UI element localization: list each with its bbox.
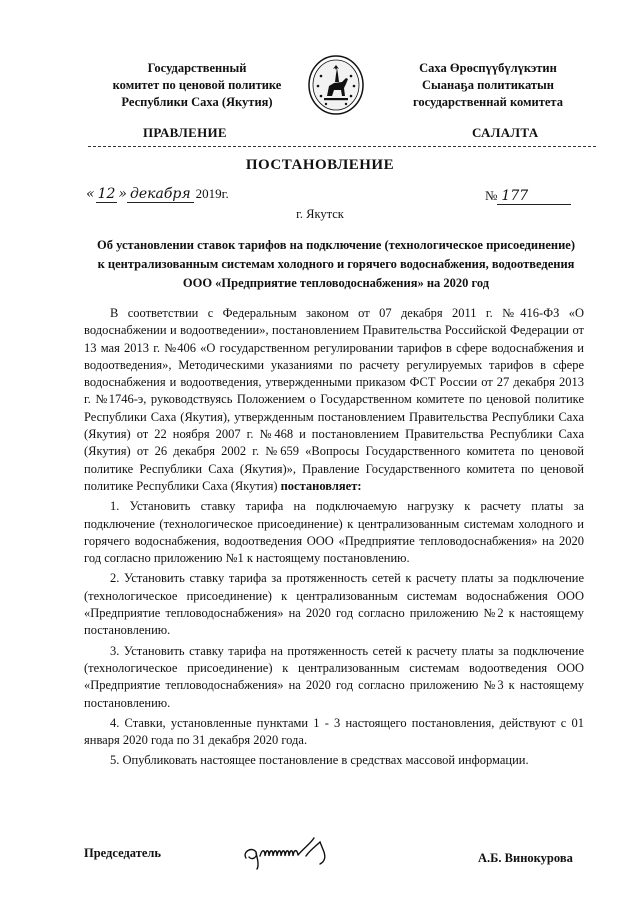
issuer-line: Республики Саха (Якутия)	[121, 95, 273, 109]
document-body	[84, 305, 584, 770]
city: г. Якутск	[296, 207, 344, 221]
board-label-russian: ПРАВЛЕНИЕ	[143, 125, 227, 140]
resolves-word: постановляет:	[280, 478, 362, 493]
resolution-item-1: 1. Установить ставку тарифа на подключаемую нагрузку к расчету платы за подключение (технологическое присоединение) к централизованным системам холодного и горячего водоснабжения, водоотведения ООО «Предприятие тепловодоснабжения» на 2020 год согласно приложению №1 к настоящему постановлению.	[84, 499, 584, 566]
document-date	[86, 186, 229, 203]
issuer-name-russian	[92, 60, 302, 111]
document-subject	[88, 236, 584, 293]
resolution-item-4: 4. Ставки, установленные пунктами 1 - 3 настоящего постановления, действуют с 01 января 2020 года по 31 декабря 2020 года.	[84, 715, 584, 748]
preamble-text: В соответствии с Федеральным законом от 07 декабря 2011 г. №416-ФЗ «О водоснабжении и водоотведении», постановлением Правительства Российской Федерации от 13 мая 2013 г. №406 «О государственном регулировании тарифов в сфере водоснабжения и водоотведения», Методическими указаниями по расчету регулируемых тарифов в сфере водоснабжения и водоотведения, утвержденными приказом ФСТ России от 27 декабря 2013 г. №1746-э, руководствуясь Положением о Государственном комитете по ценовой политике Республики Саха (Якутия), утвержденным постановлением Правительства Республики Саха (Якутия) от 22 ноября 2007 г. №468 и постановлением Правительства Республики Саха (Якутия) от 26 декабря 2002 г. №659 «Вопросы Государственного комитета по ценовой политике Республики Саха (Якутия)», Правление Государственного комитета по ценовой политике Республики Саха (Якутия)	[84, 306, 584, 493]
issuer-line: Государственный	[147, 61, 247, 75]
preamble-paragraph	[84, 305, 584, 495]
resolution-item-3: 3. Установить ставку тарифа на протяженность сетей к расчету платы за подключение (технологическое присоединение) к централизованным системам водоотведения ООО «Предприятие тепловодоснабжения» на 2020 год согласно приложению №3 к настоящему постановлению.	[84, 643, 584, 710]
coat-of-arms-emblem	[306, 52, 366, 116]
signatory-role: Председатель	[84, 846, 162, 860]
document-title: ПОСТАНОВЛЕНИЕ	[245, 157, 395, 173]
date-close-quote: »	[118, 186, 127, 202]
board-label-sakha: САЛАЛТА	[472, 125, 539, 140]
date-open-quote: «	[86, 186, 95, 202]
date-year: 2019г.	[195, 186, 229, 201]
handwritten-signature	[240, 834, 360, 870]
resolution-item-2: 2. Установить ставку тарифа за протяженность сетей к расчету платы за подключение (технологическое присоединение) к централизованным системам водоснабжения ООО «Предприятие тепловодоснабжения» на 2020 год согласно приложению №2 к настоящему постановлению.	[84, 571, 584, 638]
issuer-name-sakha	[388, 60, 588, 111]
date-month: декабря	[127, 186, 194, 203]
document-number	[485, 188, 571, 205]
subject-line: ООО «Предприятие тепловодоснабжения» на 2020 год	[182, 276, 490, 290]
issuer-line: государственнай комитета	[413, 95, 563, 109]
issuer-line: Саха Өрөспүүбүлүкэтин	[419, 61, 557, 75]
header-divider	[88, 146, 596, 147]
issuer-line: комитет по ценовой политике	[112, 78, 282, 92]
number-value: 177	[497, 188, 571, 205]
number-prefix: №	[485, 188, 498, 203]
resolution-item-5: 5. Опубликовать настоящее постановление в средствах массовой информации.	[110, 753, 529, 768]
issuer-line: Сыанаҕа политикатын	[422, 78, 554, 92]
subject-line: к централизованным системам холодного и горячего водоснабжения, водоотведения	[97, 257, 575, 271]
signatory-name: А.Б. Винокурова	[478, 851, 573, 865]
subject-line: Об установлении ставок тарифов на подключение (технологическое присоединение)	[97, 238, 575, 252]
date-day: 12	[97, 186, 116, 202]
